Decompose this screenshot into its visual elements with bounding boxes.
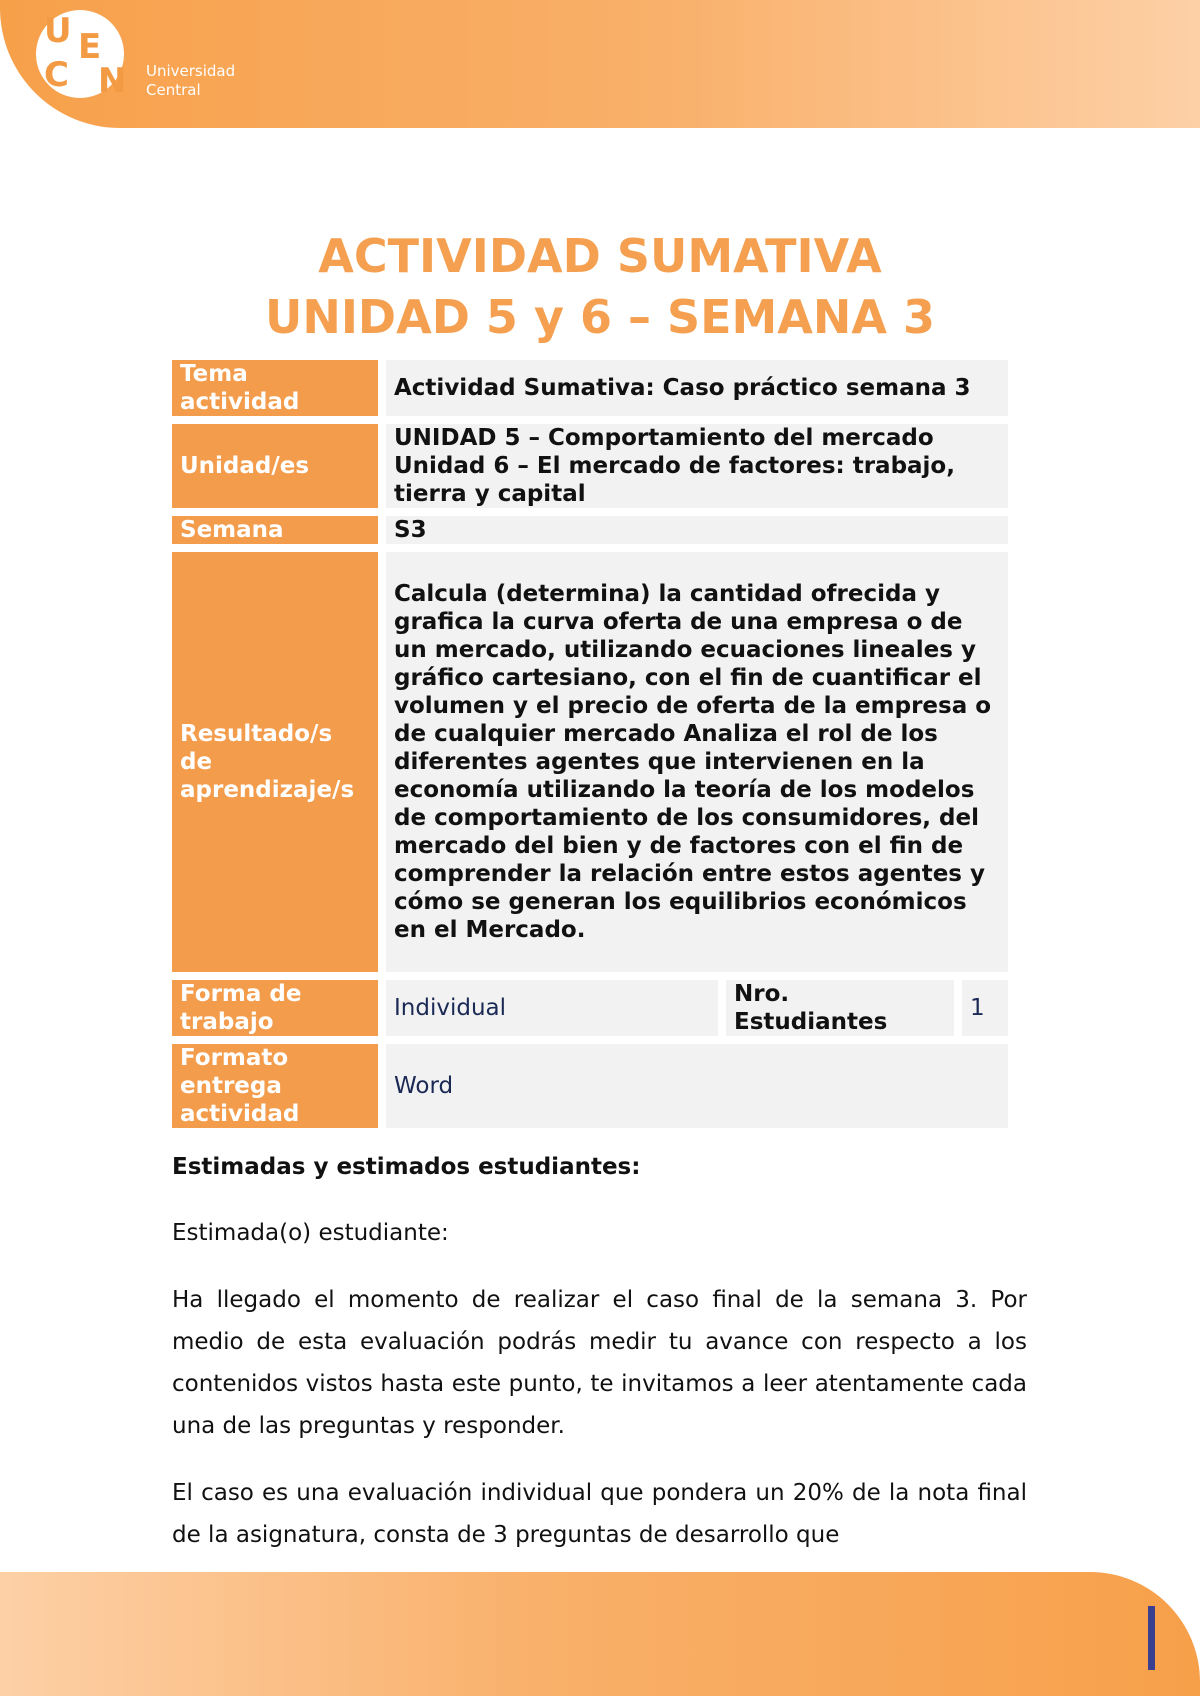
university-name-line2: Central xyxy=(146,81,201,99)
formato-label: Formato entrega actividad xyxy=(172,1044,378,1128)
paragraph-2: El caso es una evaluación individual que pondera un 20% de la nota final de la asignatura, consta de 3 preguntas de desarrollo que xyxy=(172,1480,1027,1548)
table-row-formato xyxy=(172,1044,1008,1128)
unidades-label: Unidad/es xyxy=(172,424,378,508)
footer-band xyxy=(0,1572,1200,1696)
logo-letter-e: E xyxy=(78,27,102,67)
resultados-value: Calcula (determina) la cantidad ofrecida y grafica la curva oferta de una empresa o de un mercado, utilizando ecuaciones lineales y gráfico cartesiano, con el fin de cuantificar el volumen y el precio de oferta de la empresa o de cualquier mercado Analiza el rol de los diferentes agentes que intervienen en la economía utilizando la teoría de los modelos de comportamiento de los consumidores, del mercado del bien y de factores con el fin de comprender la relación entre estos agentes y cómo se generan los equilibrios económicos en el Mercado. xyxy=(386,552,1008,972)
university-name xyxy=(146,62,235,100)
footer-accent-bar xyxy=(1148,1606,1155,1670)
logo-letter-u: U xyxy=(44,11,72,51)
nro-estudiantes-label: Nro. Estudiantes xyxy=(726,980,954,1036)
logo-letter-c: C xyxy=(44,55,69,95)
university-name-line1: Universidad xyxy=(146,62,236,80)
activity-info-table xyxy=(164,352,1016,1136)
forma-label: Forma de trabajo xyxy=(172,980,378,1036)
table-row-unidades xyxy=(172,424,1008,508)
resultados-label: Resultado/s de aprendizaje/s xyxy=(172,552,378,972)
document-title-line1: ACTIVIDAD SUMATIVA xyxy=(318,229,882,283)
tema-label: Tema actividad xyxy=(172,360,378,416)
forma-value: Individual xyxy=(386,980,718,1036)
greeting-bold: Estimadas y estimados estudiantes: xyxy=(172,1154,641,1180)
table-row-forma xyxy=(172,980,1008,1036)
table-row-semana xyxy=(172,516,1008,544)
table-row-tema xyxy=(172,360,1008,416)
paragraph-1: Ha llegado el momento de realizar el caso final de la semana 3. Por medio de esta evaluación podrás medir tu avance con respecto a los contenidos vistos hasta este punto, te invitamos a leer atentamente cada una de las preguntas y responder. xyxy=(172,1287,1027,1439)
tema-value: Actividad Sumativa: Caso práctico semana 3 xyxy=(386,360,1008,416)
table-row-resultados xyxy=(172,552,1008,972)
document-title-line2: UNIDAD 5 y 6 – SEMANA 3 xyxy=(264,290,936,344)
formato-value: Word xyxy=(386,1044,1008,1128)
greeting: Estimada(o) estudiante: xyxy=(172,1220,449,1246)
unidades-value: UNIDAD 5 – Comportamiento del mercado Unidad 6 – El mercado de factores: trabajo, tierra y capital xyxy=(386,424,1008,508)
semana-value: S3 xyxy=(386,516,1008,544)
semana-label: Semana xyxy=(172,516,378,544)
nro-estudiantes-value: 1 xyxy=(962,980,1008,1036)
logo-letter-n: N xyxy=(98,61,127,101)
